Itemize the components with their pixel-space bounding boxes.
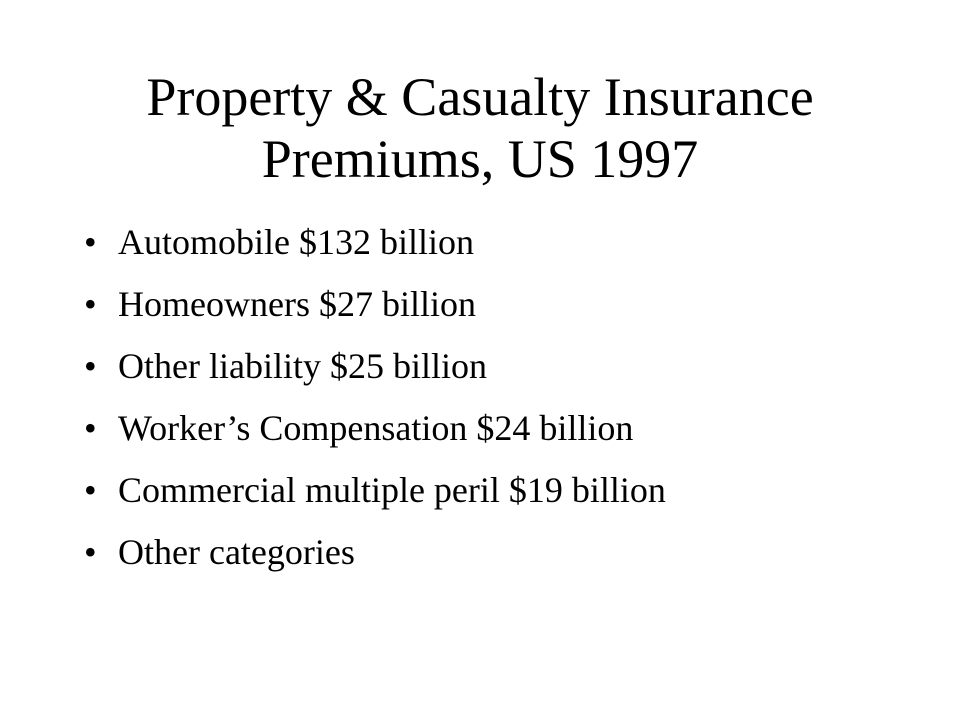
bullet-item-homeowners (84, 280, 666, 328)
bullet-text: Homeowners $27 billion (118, 284, 476, 324)
bullet-text: Commercial multiple peril $19 billion (118, 470, 666, 510)
bullet-dot-icon: • (84, 532, 97, 572)
bullet-text: Worker’s Compensation $24 billion (118, 408, 634, 448)
bullet-text: Other liability $25 billion (118, 346, 487, 386)
bullet-item-other-categories (84, 528, 666, 576)
bullet-item-commercial-multiple-peril (84, 466, 666, 514)
bullet-text: Other categories (118, 532, 355, 572)
bullet-item-automobile (84, 218, 666, 266)
bullet-dot-icon: • (84, 222, 97, 262)
bullet-text: Automobile $132 billion (118, 222, 474, 262)
bullet-item-other-liability (84, 342, 666, 390)
bullet-list (84, 218, 666, 590)
bullet-dot-icon: • (84, 284, 97, 324)
bullet-dot-icon: • (84, 470, 97, 510)
bullet-dot-icon: • (84, 346, 97, 386)
slide-title (0, 66, 960, 190)
slide-title-line-1: Property & Casualty Insurance (146, 67, 814, 127)
bullet-item-workers-compensation (84, 404, 666, 452)
slide-title-line-2: Premiums, US 1997 (261, 129, 699, 189)
bullet-dot-icon: • (84, 408, 97, 448)
